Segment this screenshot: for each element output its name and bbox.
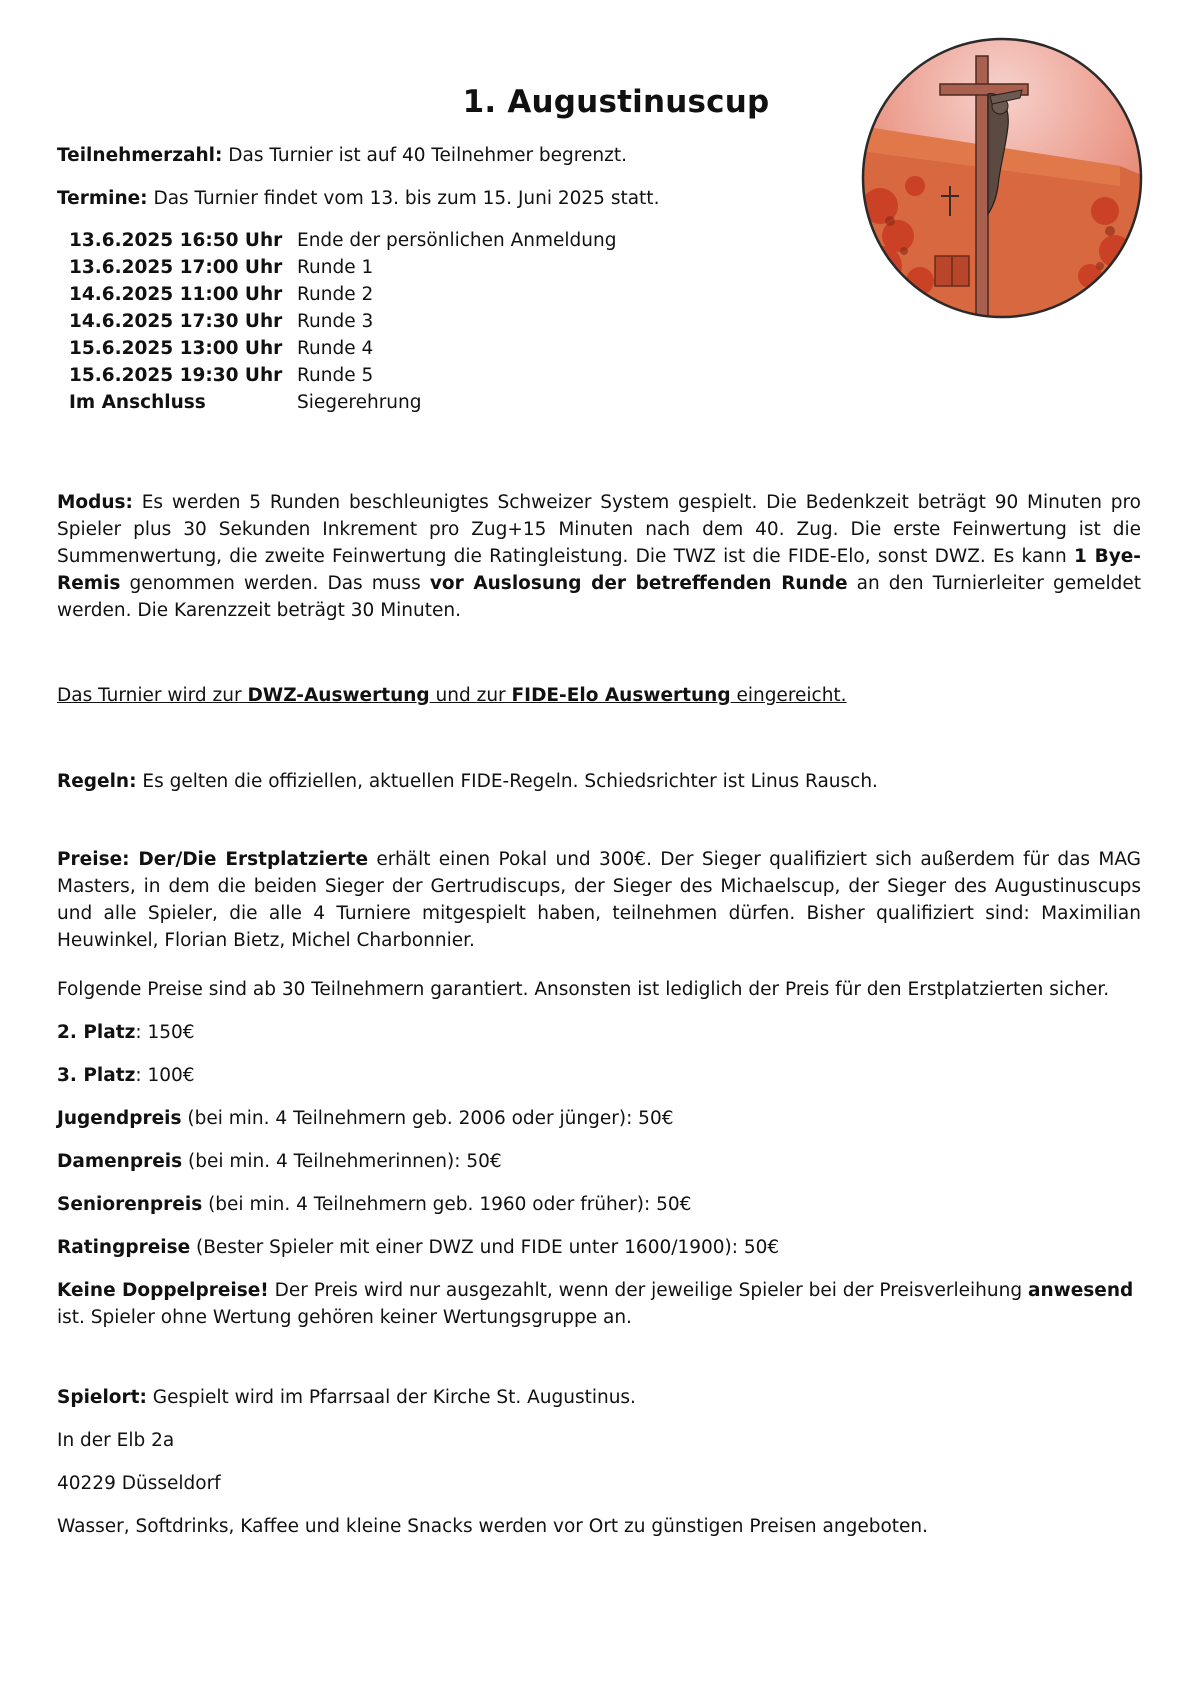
schedule-date: 15.6.2025 19:30 Uhr (69, 365, 283, 386)
refreshments-text: Wasser, Softdrinks, Kaffee und kleine Snacks werden vor Ort zu günstigen Preisen angeboten. (57, 1516, 928, 1537)
prize-label: Damenpreis (57, 1151, 183, 1172)
no-double-text: Der Preis wird nur ausgezahlt, wenn der jeweilige Spieler bei der Preisverleihung (268, 1280, 1028, 1301)
schedule-event: Runde 4 (297, 338, 374, 359)
schedule-date: 13.6.2025 17:00 Uhr (69, 257, 283, 278)
venue-paragraph (57, 1384, 1141, 1411)
no-double-text: ist. Spieler ohne Wertung gehören keiner Wertungsgruppe an. (57, 1307, 632, 1328)
no-double-label: Keine Doppelpreise! (57, 1280, 269, 1301)
schedule-row (69, 362, 616, 389)
no-double-anwesend: anwesend (1027, 1280, 1134, 1301)
schedule-event: Ende der persönlichen Anmeldung (297, 230, 617, 251)
prizes-text: erhält einen Pokal und 300€. Der Sieger qualifiziert sich außerdem für das MAG Masters, in dem die beiden Sieger der Gertrudiscups, der Sieger des Michaelscup, der Sieger des Augustinuscups und alle Spieler, die alle 4 Turniere mitgespielt haben, teilnehmen dürfen. Bisher qualifiziert sind: Maximilian Heuwinkel, Florian Bietz, Michel Charbonnier. (57, 849, 1142, 951)
schedule-date: Im Anschluss (69, 392, 206, 413)
schedule-row (69, 308, 616, 335)
evaluation-text: Das Turnier wird zur (57, 685, 248, 706)
rules-text: Es gelten die offiziellen, aktuellen FIDE-Regeln. Schiedsrichter ist Linus Rausch. (136, 771, 878, 792)
dates-text: Das Turnier findet vom 13. bis zum 15. Juni 2025 statt. (147, 188, 660, 209)
church-crucifix-logo (860, 36, 1144, 320)
schedule-table (69, 227, 616, 416)
schedule-row (69, 335, 616, 362)
prize-label: 2. Platz (57, 1022, 136, 1043)
evaluation-fide: FIDE-Elo Auswertung (511, 685, 731, 706)
mode-bye-remis: 1 Bye-Remis (57, 546, 1141, 594)
mode-paragraph (57, 489, 1141, 624)
prizes-guarantee: Folgende Preise sind ab 30 Teilnehmern garantiert. Ansonsten ist lediglich der Preis für den Erstplatzierten sicher. (57, 979, 1110, 1000)
prize-text: (bei min. 4 Teilnehmerinnen): 50€ (182, 1151, 502, 1172)
rules-paragraph (57, 768, 1141, 795)
schedule-event: Runde 3 (297, 311, 374, 332)
schedule-date: 14.6.2025 17:30 Uhr (69, 311, 283, 332)
schedule-event: Runde 1 (297, 257, 374, 278)
schedule-row (69, 281, 616, 308)
page-title: 1. Augustinuscup (462, 84, 770, 120)
prize-text: (bei min. 4 Teilnehmern geb. 1960 oder früher): 50€ (202, 1194, 692, 1215)
evaluation-text: eingereicht. (730, 685, 847, 706)
dates-label: Termine: (57, 188, 148, 209)
schedule-event: Siegerehrung (297, 392, 422, 413)
prize-second-place (57, 1019, 1141, 1046)
venue-label: Spielort: (57, 1387, 147, 1408)
prize-rating (57, 1234, 1141, 1261)
prize-label: Jugendpreis (57, 1108, 182, 1129)
prize-label: 3. Platz (57, 1065, 136, 1086)
evaluation-text: und zur (429, 685, 512, 706)
prize-text: (Bester Spieler mit einer DWZ und FIDE unter 1600/1900): 50€ (190, 1237, 780, 1258)
prize-text: (bei min. 4 Teilnehmern geb. 2006 oder jünger): 50€ (181, 1108, 674, 1129)
schedule-event: Runde 5 (297, 365, 374, 386)
mode-auslosung: vor Auslosung der betreffenden Runde (429, 573, 848, 594)
mode-label: Modus: (57, 492, 133, 513)
schedule-event: Runde 2 (297, 284, 374, 305)
rating-evaluation-paragraph (57, 682, 1141, 709)
rules-label: Regeln: (57, 771, 137, 792)
prize-label: Seniorenpreis (57, 1194, 203, 1215)
venue-city: 40229 Düsseldorf (57, 1473, 221, 1494)
mode-text: an den Turnierleiter gemeldet werden. Die Karenzzeit beträgt 30 Minuten. (57, 573, 1142, 621)
prize-third-place (57, 1062, 1141, 1089)
venue-street: In der Elb 2a (57, 1430, 175, 1451)
mode-text: genommen werden. Das muss (120, 573, 430, 594)
no-double-prizes-paragraph (57, 1277, 1141, 1331)
prize-text: : 150€ (135, 1022, 195, 1043)
schedule-row (69, 389, 616, 416)
schedule-row (69, 227, 616, 254)
prizes-paragraph (57, 846, 1141, 954)
participants-text: Das Turnier ist auf 40 Teilnehmer begrenzt. (222, 145, 627, 166)
evaluation-dwz: DWZ-Auswertung (247, 685, 430, 706)
schedule-date: 13.6.2025 16:50 Uhr (69, 230, 283, 251)
prizes-label: Preise: Der/Die Erstplatzierte (57, 849, 369, 870)
schedule-date: 14.6.2025 11:00 Uhr (69, 284, 283, 305)
prize-label: Ratingpreise (57, 1237, 191, 1258)
participants-label: Teilnehmerzahl: (57, 145, 223, 166)
mode-text: Es werden 5 Runden beschleunigtes Schweizer System gespielt. Die Bedenkzeit beträgt 90 Minuten pro Spieler plus 30 Sekunden Inkrement pro Zug+15 Minuten nach dem 40. Zug. Die erste Feinwertung ist die Summenwertung, die zweite Feinwertung die Ratingleistung. Die TWZ ist die FIDE-Elo, sonst DWZ. Es kann (57, 492, 1141, 567)
prize-youth (57, 1105, 1141, 1132)
schedule-row (69, 254, 616, 281)
venue-text: Gespielt wird im Pfarrsaal der Kirche St. Augustinus. (146, 1387, 636, 1408)
prize-women (57, 1148, 1141, 1175)
prize-text: : 100€ (135, 1065, 195, 1086)
schedule-date: 15.6.2025 13:00 Uhr (69, 338, 283, 359)
prize-seniors (57, 1191, 1141, 1218)
